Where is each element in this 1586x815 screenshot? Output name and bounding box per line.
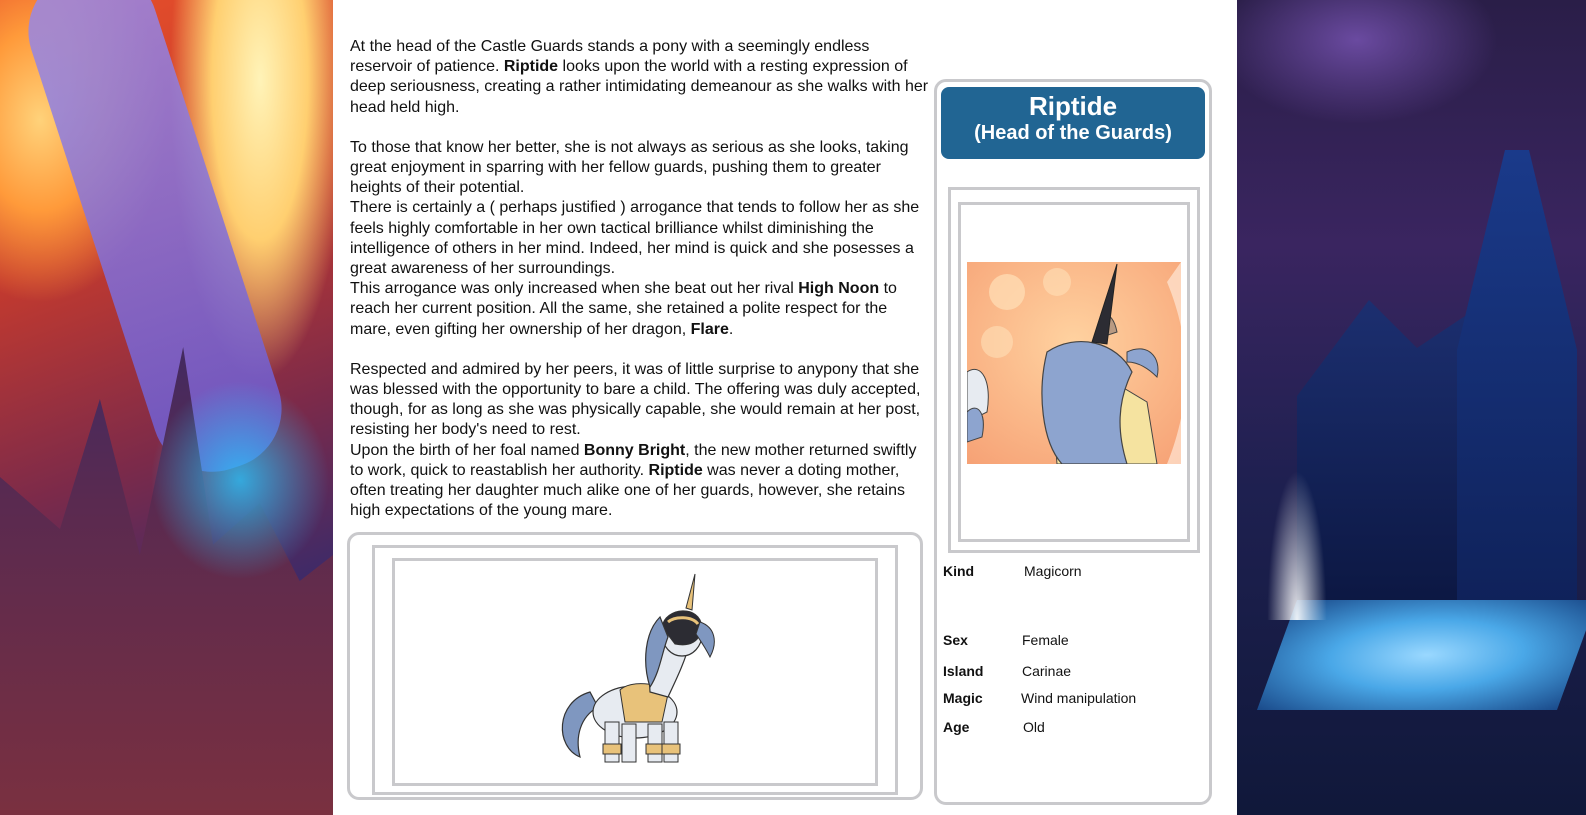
character-page <box>333 0 1237 815</box>
portrait-frame <box>948 187 1200 553</box>
card-header <box>941 87 1205 159</box>
full-body-art-frame <box>347 532 923 800</box>
stat-label: Magic <box>943 690 983 706</box>
background-art-left <box>0 0 333 815</box>
stat-label: Kind <box>943 563 975 579</box>
armored-unicorn-pony-icon <box>550 572 720 772</box>
stat-value: Magicorn <box>1024 563 1082 579</box>
character-story <box>350 37 932 521</box>
stat-value: Carinae <box>1022 663 1072 679</box>
story-paragraph-2: To those that know her better, she is not always as serious as she looks, taking great enjoyment in sparring with her fellow guards, pushing them to greater heights of their potential. <box>350 138 909 197</box>
stat-value: Old <box>1023 719 1045 735</box>
stat-value: Wind manipulation <box>1021 690 1137 706</box>
story-paragraph-3: There is certainly a ( perhaps justified ) arrogance that tends to follow her as she feels highly comfortable in her own tactical brilliance whilst diminishing the intelligence of others in her mind. Indeed, her mind is quick and she posesses a great awareness of her surroundings. <box>350 199 920 278</box>
character-role: (Head of the Guards) <box>974 122 1172 144</box>
stat-label: Sex <box>943 632 968 648</box>
background-glow <box>150 380 330 580</box>
portrait-image <box>967 262 1181 464</box>
character-info-card <box>934 79 1212 805</box>
stat-label: Island <box>943 663 984 679</box>
stat-value: Female <box>1022 632 1069 648</box>
character-name: Riptide <box>1028 91 1118 121</box>
character-name-mention: Riptide <box>648 461 703 479</box>
rival-name-mention: High Noon <box>798 280 880 298</box>
stat-label: Age <box>943 719 970 735</box>
story-paragraph-6: Upon the birth of her foal named Bonny Bright, the new mother returned swiftly to work, quick to reastablish her authority. Riptide was never a doting mother, often treating her daughter much alike one of her guards, however, she retains high expectations of the young mare. <box>350 441 917 520</box>
story-paragraph-1: At the head of the Castle Guards stands a pony with a seemingly endless reservoir of patience. Riptide looks upon the world with a resting expression of deep seriousness, creating a rather intimidating demeanour as she walks with her head held high. <box>350 38 929 116</box>
background-tower <box>1457 150 1577 650</box>
pony-portrait-icon <box>967 262 1181 464</box>
dragon-name-mention: Flare <box>690 320 729 338</box>
story-paragraph-4: This arrogance was only increased when she beat out her rival High Noon to reach her current position. All the same, she retained a polite respect for the mare, even gifting her ownership of her dragon, Flare. <box>350 280 897 338</box>
foal-name-mention: Bonny Bright <box>583 441 686 459</box>
background-fountain <box>1267 470 1327 620</box>
character-name-mention: Riptide <box>503 58 559 76</box>
background-art-right <box>1237 0 1586 815</box>
story-paragraph-5: Respected and admired by her peers, it was of little surprise to anypony that she was blessed with the opportunity to bare a child. The offering was duly accepted, though, for as long as she was physically capable, she would remain at her post, resisting her body's need to rest. <box>350 360 921 439</box>
